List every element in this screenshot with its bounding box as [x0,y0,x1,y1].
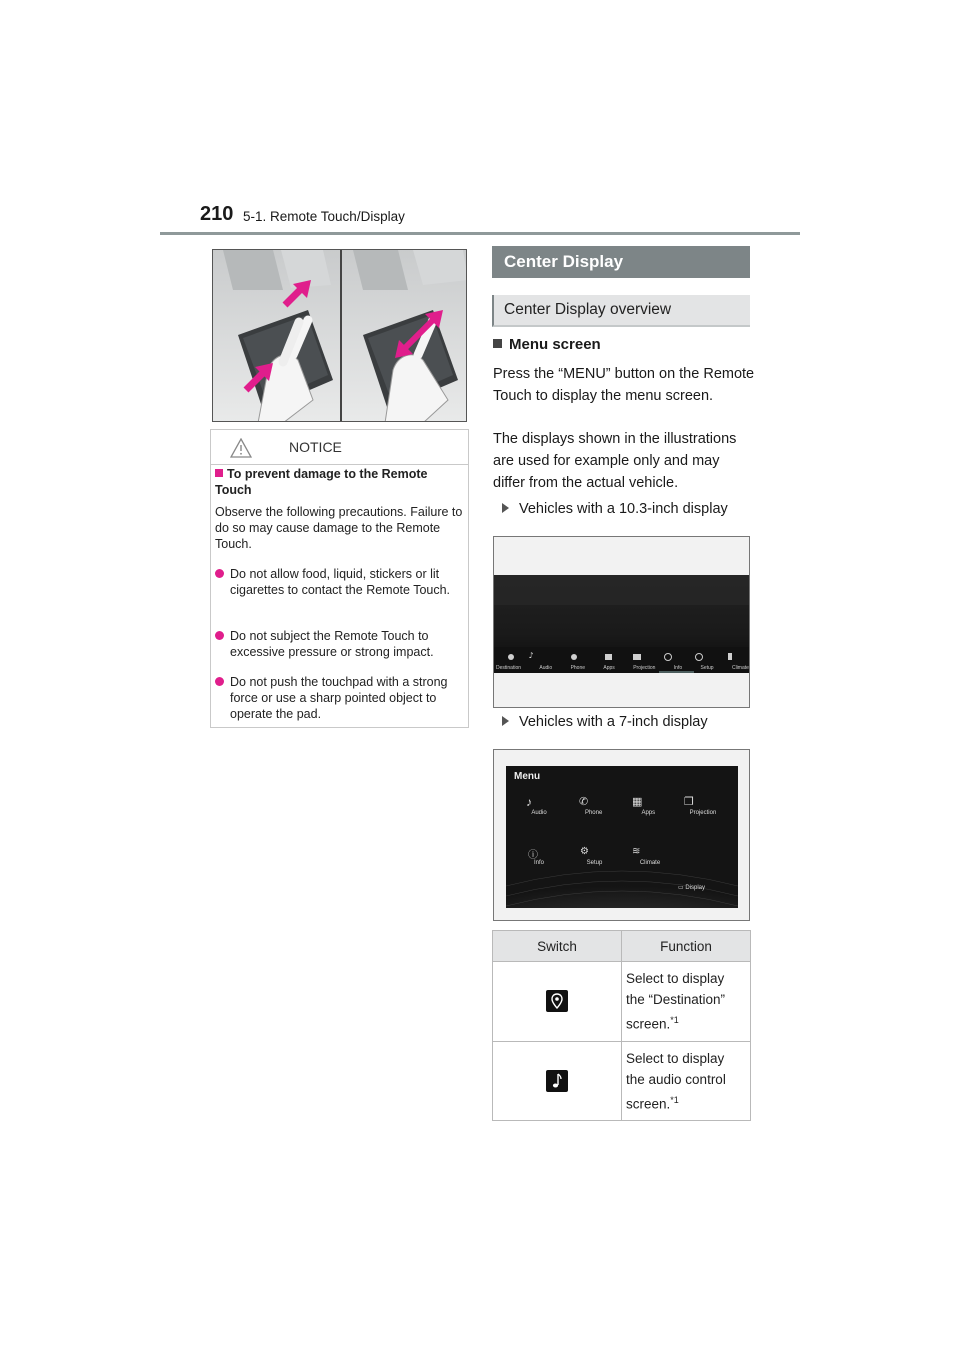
warning-triangle-icon [230,438,252,458]
info-icon: ⓘ [528,850,538,861]
screen-103-item: Audio [539,665,553,671]
function-cell: Select to display the “Destination” screen.$^{*1}$ [622,962,751,1042]
menu-instructions: Press the “MENU” button on the Remote Touch to display the menu screen. [493,366,755,404]
variant-10-3-inch: Vehicles with a 10.3-inch display [502,501,728,517]
destination-pin-icon [546,990,568,1012]
remote-touch-illustration [212,249,467,422]
column-header-function: Function [622,931,751,962]
screen-103-item: Apps [603,665,615,671]
function-cell: Select to display the audio control screen.$^{*1}$ [622,1041,751,1121]
bullet-dot-icon [215,677,224,686]
screen-7-item: Phone [584,810,603,816]
switch-function-table [492,930,751,1121]
screen-7-item: Projection [689,810,717,816]
screen-7-item: Info [533,860,544,866]
screen-103-item: Setup [700,665,714,671]
table-row [493,962,751,1042]
center-display-heading: Center Display [492,246,750,278]
projection-icon: ❐ [684,796,694,808]
screen-7-item: Apps [641,810,656,816]
screen-7-display [506,766,738,908]
switch-cell [493,962,622,1042]
climate-icon: ≋ [632,846,641,857]
apps-grid-icon: ▦ [632,796,643,808]
table-row [493,1041,751,1121]
screen-7-item: Climate [639,860,661,866]
switch-cell [493,1041,622,1121]
bullet-dot-icon [215,569,224,578]
screen-103-item: Destination [496,665,522,671]
audio-note-icon: ♪ [526,795,532,809]
screen-7-inch [493,749,750,921]
screen-7-row2-labels [516,860,673,866]
bullet-dot-icon [215,631,224,640]
music-note-icon [546,1070,568,1092]
notice-header [211,430,468,465]
notice-title: NOTICE [289,439,342,455]
screen-7-menu-title: Menu [514,771,541,782]
square-bullet-icon [493,339,502,348]
illustration-disclaimer: The displays shown in the illustrations are used for example only and may differ from the actual vehicle. [493,431,737,491]
screen-10-3-inch [493,536,750,708]
screen-7-display-button: ▭ Display [678,885,706,891]
svg-text:♪: ♪ [528,651,534,660]
center-display-overview-heading: Center Display overview [492,295,750,327]
page-number: 210 [200,203,234,225]
table-header-row [493,931,751,962]
screen-103-menu-bar [496,665,749,671]
header-rule [160,232,800,235]
screen-103-item: Climate [731,665,749,671]
menu-screen-heading: Menu screen [493,336,601,353]
phone-icon: ✆ [579,796,589,808]
gear-icon: ⚙ [580,846,589,857]
screen-103-item: Info [673,665,683,671]
notice-bullet: Do not push the touchpad with a strong force or use a sharp pointed object to operate the pad. [215,674,465,722]
triangle-bullet-icon [502,716,509,726]
notice-subheading: To prevent damage to the Remote Touch [215,467,428,497]
notice-bullet: Do not allow food, liquid, stickers or lit cigarettes to contact the Remote Touch. [215,566,465,598]
notice-bullet: Do not subject the Remote Touch to excessive pressure or strong impact. [215,628,465,660]
section-title: 5-1. Remote Touch/Display [243,209,405,224]
triangle-bullet-icon [502,503,509,513]
screen-103-item: Phone [570,665,586,671]
screen-103-item: Projection [633,665,656,671]
column-header-switch: Switch [493,931,622,962]
notice-box [210,429,469,728]
screen-7-item: Setup [586,860,603,866]
notice-intro: Observe the following precautions. Failure to do so may cause damage to the Remote Touch. [215,505,463,551]
screen-7-item: Audio [531,810,547,816]
magenta-square-icon [215,469,223,477]
screen-7-row1-labels [516,810,726,816]
variant-7-inch: Vehicles with a 7-inch display [502,714,708,730]
